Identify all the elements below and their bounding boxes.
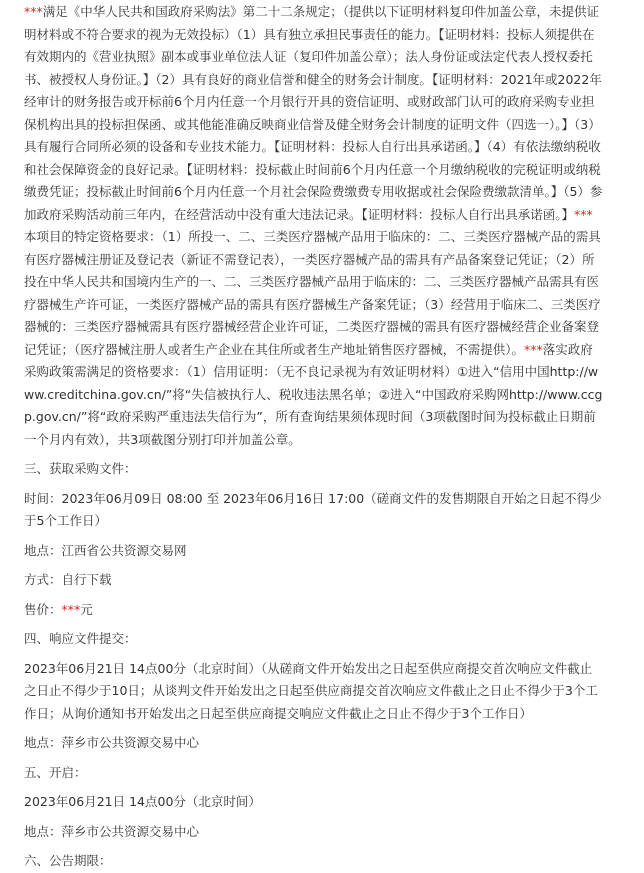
opening-location: 地点：萍乡市公共资源交易中心 — [24, 823, 200, 839]
submit-response-location: 地点：萍乡市公共资源交易中心 — [24, 735, 200, 750]
general-qualification-text: 满足《中华人民共和国政府采购法》第二十二条规定；（提供以下证明材料复印件加盖公章，未提供证明材料或不符合要求的视为无效投标）（1）具有独立承担民事责任的能力。【证明材料：投标人须提供在有效期内的《营业执照》副本或事业单位法人证（复印件加盖公章）；法人身份证或法定代表人授权委托书、被授权人身份证。】（2）具有良好的商业信誉和健全的财务会计制度。【证明材料：2021年或2022年经审计的财务报告或开标前6个月内任意一个月银行开具的资信证明、或财政部门认可的政府采购专业担保机构出具的投标担保函、或其他能准确反映商业信誉及健全财务会计制度的证明文件（四选一）。】（3）具有履行合同所必须的设备和专业技术能力。【证明材料：投标人自行出具承诺函。】（4）有依法缴纳税收和社会保障资金的良好记录。【证明材料：投标截止时间前6个月内任意一个月缴纳税收的完税证明或纳税缴费凭证；投标截止时间前6个月内任意一个月社会保险费缴费专用收据或社会保险费缴款清单。】（5）参加政府采购活动前三年内，在经营活动中没有重大违法记录。【证明材料：投标人自行出具承诺函。】 — [24, 4, 603, 222]
price-value-masked: *** — [61, 601, 81, 617]
get-documents-method: 方式：自行下载 — [24, 572, 112, 587]
required-marker: *** — [574, 206, 593, 222]
price-unit: 元 — [80, 601, 93, 617]
price-label: 售价： — [24, 601, 62, 617]
section-heading-submit-response: 四、响应文件提交： — [24, 631, 137, 646]
get-documents-location: 地点：江西省公共资源交易网 — [24, 542, 187, 558]
opening-time: 2023年06月21日 14点00分（北京时间） — [24, 794, 261, 809]
qualification-requirements — [24, 0, 604, 451]
get-documents-time: 时间：2023年06月09日 08:00 至 2023年06月16日 17:00（磋商文件的发售期限自开始之日起不得少于5个工作日） — [24, 490, 602, 528]
section-heading-notice-period: 六、公告期限： — [24, 853, 112, 868]
submit-response-time: 2023年06月21日 14点00分（北京时间）（从磋商文件开始发出之日起至供应商提交首次响应文件截止之日止不得少于10日；从谈判文件开始发出之日起至供应商提交首次响应文件截止之日止不得少于3个工作日；从询价通知书开始发出之日起至供应商提交响应文件截止之日止不得少于3个工作日） — [24, 660, 598, 721]
get-documents-price — [24, 599, 604, 622]
specific-qualification-text: 本项目的特定资格要求：（1）所投一、二、三类医疗器械产品用于临床的：二、三类医疗器械产品的需具有医疗器械注册证及登记表（新证不需登记表），一类医疗器械产品的需具有产品备案登记凭证；（2）所投在中华人民共和国境内生产的一、二、三类医疗器械产品用于临床的：二、三类医疗器械产品需具有医疗器械生产许可证，一类医疗器械产品的需具有医疗器械生产备案凭证；（3）经营用于临床二、三类医疗器械的：三类医疗器械需具有医疗器械经营企业许可证，二类医疗器械的需具有医疗器械经营企业备案登记凭证；（医疗器械注册人或者生产企业在其住所或者生产地址销售医疗器械，不需提供）。 — [24, 229, 601, 357]
required-marker: *** — [524, 341, 543, 357]
section-heading-get-documents: 三、获取采购文件： — [24, 461, 137, 476]
required-marker: *** — [24, 4, 43, 19]
section-heading-opening: 五、开启： — [24, 764, 87, 780]
policy-qualification-text: 落实政府采购政策需满足的资格要求：（1）信用证明：（无不良记录视为有效证明材料）①进入“信用中国http://www.creditchina.gov.cn/”将“失信被执行人、税收违法黑名单；②进入“中国政府采购网http://www.ccgp.gov.cn/”将“政府采购严重违法失信行为”，所有查询结果须体现时间（3项截图时间为投标截止日期前一个月内有效），共3项截图分别打印并加盖公章。 — [24, 341, 603, 447]
